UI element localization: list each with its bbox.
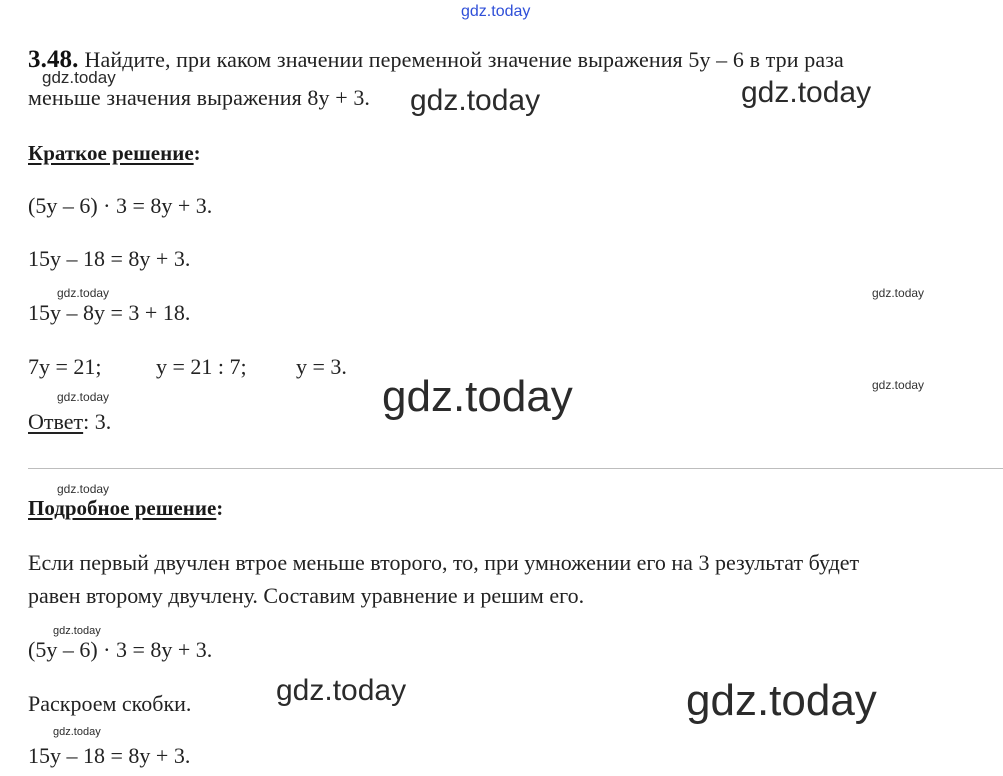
watermark-tiny-3: gdz.today [872, 378, 925, 392]
short-step-3: 15y – 8y = 3 + 18. [28, 300, 191, 325]
short-answer-value: : 3. [83, 409, 112, 434]
watermark-big-2: gdz.today [686, 676, 877, 725]
short-step-4-part-2: y = 21 : 7; [156, 354, 247, 379]
short-answer [28, 409, 111, 435]
detailed-paragraph-line-2: равен второму двучлену. Составим уравнение и решим его. [28, 583, 585, 608]
problem-statement-line-1 [28, 46, 844, 74]
watermark-big-1: gdz.today [382, 372, 573, 421]
short-step-4-part-1: 7y = 21; [28, 354, 102, 379]
detailed-paragraph-line-1: Если первый двучлен втрое меньше второго, то, при умножении его на 3 результат будет [28, 550, 860, 575]
detailed-solution-heading: Подробное решение [28, 496, 217, 520]
watermark-small-under-number: gdz.today [42, 68, 116, 87]
watermark-med-1: gdz.today [410, 84, 541, 117]
problem-text-line-1: Найдите, при каком значении переменной значение выражения 5y – 6 в три раза [84, 47, 844, 72]
detailed-solution-heading-block [28, 496, 223, 521]
problem-text-line-2: меньше значения выражения 8y + 3. [28, 85, 371, 110]
detailed-step-text: Раскроем скобки. [28, 691, 192, 716]
watermark-tiny-7: gdz.today [53, 726, 101, 738]
section-divider [28, 468, 1003, 469]
watermark-med-3: gdz.today [276, 674, 407, 707]
detailed-solution-heading-colon: : [216, 496, 224, 520]
detailed-equation-1: (5y – 6) · 3 = 8y + 3. [28, 637, 213, 662]
short-solution-heading: Краткое решение [28, 141, 194, 165]
detailed-equation-2: 15y – 18 = 8y + 3. [28, 743, 191, 768]
short-step-2: 15y – 18 = 8y + 3. [28, 246, 191, 271]
short-step-1: (5y – 6) · 3 = 8y + 3. [28, 193, 213, 218]
short-solution-heading-colon: : [193, 141, 201, 165]
short-answer-label: Ответ [28, 409, 84, 434]
watermark-tiny-4: gdz.today [57, 390, 110, 404]
watermark-tiny-2: gdz.today [872, 286, 925, 300]
watermark-top: gdz.today [461, 3, 531, 20]
short-step-4-part-3: y = 3. [296, 354, 347, 379]
problem-number: 3.48. [28, 46, 79, 73]
watermark-tiny-5: gdz.today [57, 482, 110, 496]
short-solution-heading-block [28, 141, 201, 166]
watermark-med-2: gdz.today [741, 76, 872, 109]
watermark-tiny-1: gdz.today [57, 286, 110, 300]
watermark-tiny-6: gdz.today [53, 625, 101, 637]
